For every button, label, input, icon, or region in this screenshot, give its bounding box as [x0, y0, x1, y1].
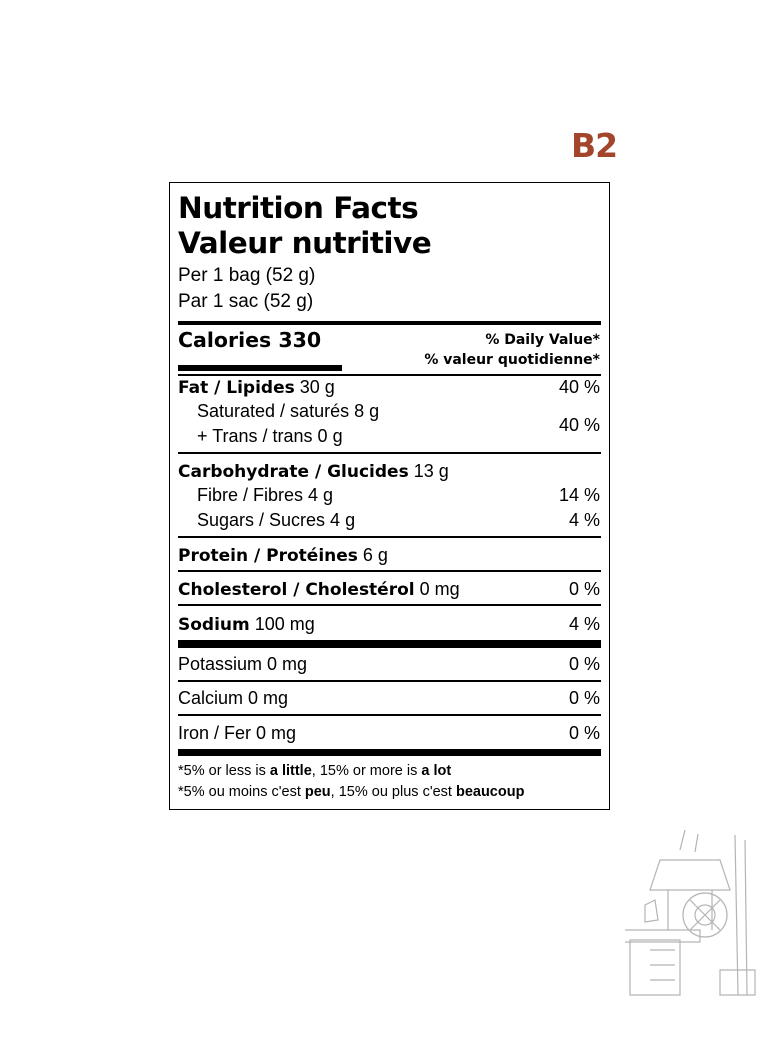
footnote-en	[178, 763, 451, 779]
fibre-label: Fibre / Fibres 4 g	[197, 485, 334, 505]
fat-amount: 30 g	[294, 377, 335, 397]
daily-value-header-fr: % valeur quotidienne*	[424, 352, 600, 368]
iron-dv: 0 %	[568, 723, 600, 743]
fat-row	[178, 375, 600, 399]
carbohydrate-label: Carbohydrate / Glucides	[178, 462, 409, 482]
trans-label: + Trans / trans 0 g	[197, 426, 343, 446]
iron-label: Iron / Fer 0 mg	[178, 723, 297, 743]
footnote-en-low: a little	[269, 763, 312, 779]
iron-row	[178, 721, 600, 745]
coffee-roaster-sketch-icon	[620, 830, 760, 1000]
calcium-label: Calcium 0 mg	[178, 688, 289, 708]
footnote-fr	[178, 784, 524, 800]
cholesterol-dv: 0 %	[568, 579, 600, 599]
fibre-dv: 14 %	[558, 485, 600, 505]
divider	[178, 570, 601, 572]
cholesterol-amount: 0 mg	[414, 579, 460, 599]
calcium-row	[178, 686, 600, 710]
title-fr: Valeur nutritive	[178, 226, 432, 260]
carbohydrate-row	[178, 459, 600, 483]
cholesterol-row	[178, 577, 600, 601]
carbohydrate-amount: 13 g	[408, 461, 449, 481]
fat-label: Fat / Lipides	[178, 378, 295, 398]
potassium-dv: 0 %	[568, 654, 600, 674]
product-code: B2	[571, 126, 618, 165]
calcium-dv: 0 %	[568, 688, 600, 708]
fat-dv: 40 %	[558, 377, 600, 397]
thick-divider	[178, 640, 601, 648]
daily-value-header-en: % Daily Value*	[485, 332, 600, 348]
sodium-label: Sodium	[178, 615, 250, 635]
potassium-label: Potassium 0 mg	[178, 654, 308, 674]
calories: Calories 330	[178, 328, 322, 352]
nutrition-facts-panel	[169, 182, 610, 810]
sodium-row	[178, 612, 600, 636]
serving-size-en: Per 1 bag (52 g)	[178, 265, 316, 286]
trans-row	[178, 424, 600, 448]
saturated-row	[178, 399, 600, 423]
divider	[178, 604, 601, 606]
protein-amount: 6 g	[357, 545, 388, 565]
footnote-fr-high: beaucoup	[455, 784, 525, 800]
divider	[178, 680, 601, 682]
sodium-amount: 100 mg	[249, 614, 315, 634]
footnote-fr-low: peu	[304, 784, 331, 800]
thick-divider	[178, 321, 601, 325]
divider	[178, 452, 601, 454]
footnote-fr-text: , 15% ou plus c'est	[330, 784, 456, 800]
protein-row	[178, 543, 600, 567]
footnote-en-text: , 15% or more is	[311, 763, 422, 779]
saturated-label: Saturated / saturés 8 g	[197, 401, 380, 421]
fibre-row	[178, 483, 600, 507]
footnote-en-text: *5% or less is	[178, 763, 270, 779]
footnote-fr-text: *5% ou moins c'est	[178, 784, 305, 800]
cholesterol-label: Cholesterol / Cholestérol	[178, 580, 415, 600]
title-en: Nutrition Facts	[178, 191, 419, 225]
sugars-dv: 4 %	[568, 510, 600, 530]
divider	[178, 536, 601, 538]
sodium-dv: 4 %	[568, 614, 600, 634]
protein-label: Protein / Protéines	[178, 546, 358, 566]
sugars-row	[178, 508, 600, 532]
potassium-row	[178, 652, 600, 676]
calories-underline	[178, 365, 342, 371]
footnote-en-high: a lot	[421, 763, 452, 779]
thick-divider	[178, 749, 601, 756]
serving-size-fr: Par 1 sac (52 g)	[178, 291, 314, 312]
sugars-label: Sugars / Sucres 4 g	[197, 510, 356, 530]
sat-trans-dv: 40 %	[558, 415, 600, 435]
divider	[178, 714, 601, 716]
